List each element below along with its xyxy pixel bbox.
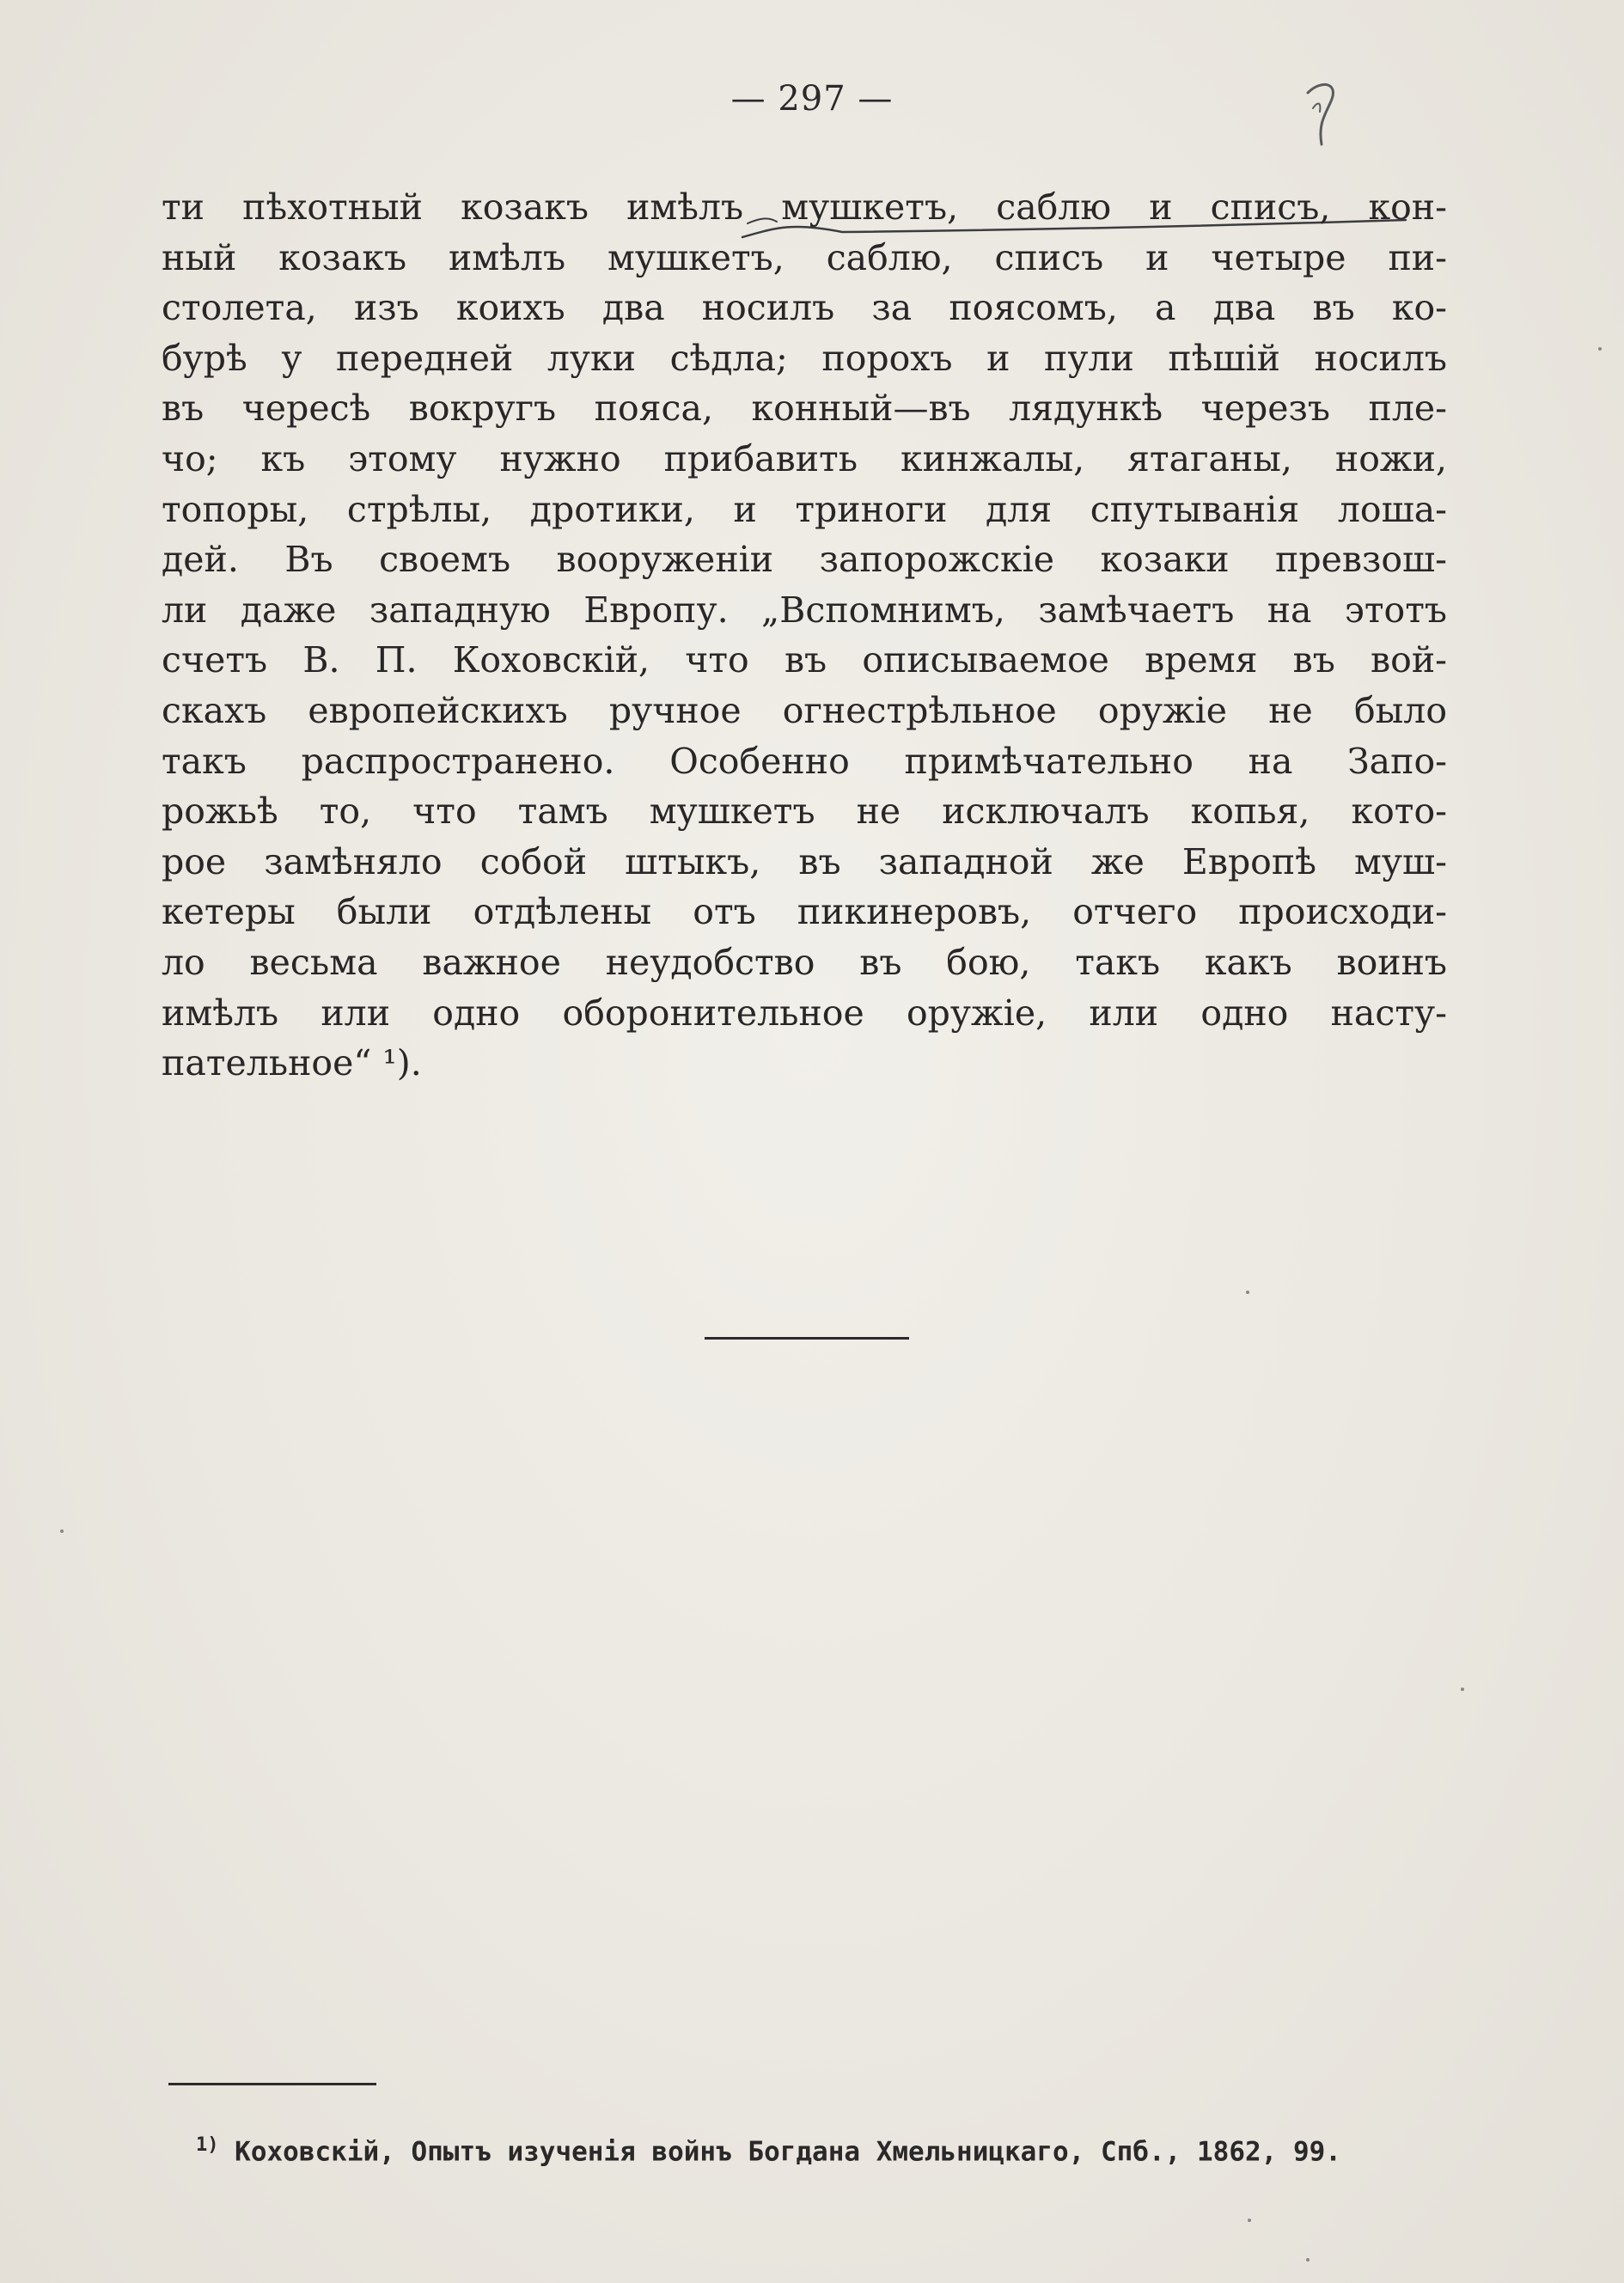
page-number: — 297 — (730, 79, 894, 119)
text-line: рое замѣняло собой штыкъ, въ западной же Европѣ муш- (162, 840, 1447, 882)
paper-speck (60, 1529, 64, 1533)
text-line: ный козакъ имѣлъ мушкетъ, саблю, списъ и четыре пи- (162, 236, 1447, 278)
text-line: кетеры были отдѣлены отъ пикинеровъ, отчего происходи- (162, 891, 1447, 933)
text-line: счетъ В. П. Коховскій, что въ описываемое время въ вой- (162, 639, 1447, 681)
footnote-divider (168, 2083, 376, 2085)
text-line: столета, изъ коихъ два носилъ за поясомъ, а два въ ко- (162, 287, 1447, 329)
text-line: такъ распространено. Особенно примѣчательно на Запо- (162, 740, 1447, 782)
footnote-marker: 1) (196, 2134, 219, 2156)
footnote-text: Коховскій, Опытъ изученія войнъ Богдана Хмельницкаго, Спб., 1862, 99. (235, 2136, 1341, 2168)
text-line: ли даже западную Европу. „Вспомнимъ, замѣчаетъ на этотъ (162, 589, 1447, 631)
text-line: рожьѣ то, что тамъ мушкетъ не исключалъ копья, кото- (162, 791, 1447, 833)
text-line: дей. Въ своемъ вооруженіи запорожскіе козаки превзош- (162, 539, 1447, 581)
text-line: имѣлъ или одно оборонительное оружіе, или одно насту- (162, 992, 1447, 1034)
text-line: бурѣ у передней луки сѣдла; порохъ и пули пѣшій носилъ (162, 337, 1447, 379)
paper-speck (1306, 2258, 1310, 2262)
paper-speck (1248, 2219, 1251, 2222)
section-divider (705, 1337, 909, 1340)
text-line: ло весьма важное неудобство въ бою, такъ какъ воинъ (162, 941, 1447, 983)
text-line: ти пѣхотный козакъ имѣлъ мушкетъ, саблю и списъ, кон- (162, 186, 1447, 228)
footnote (196, 2134, 1341, 2167)
text-line: чо; къ этому нужно прибавить кинжалы, ятаганы, ножи, (162, 437, 1447, 479)
pencil-mark-icon (1296, 74, 1347, 151)
text-line-last: пательное“ ¹). (162, 1042, 422, 1084)
paper-speck (1598, 347, 1602, 351)
body-text (162, 182, 1447, 1089)
paper-speck (1246, 1291, 1249, 1294)
text-line: топоры, стрѣлы, дротики, и триноги для спутыванія лоша- (162, 488, 1447, 530)
paper-speck (1461, 1688, 1464, 1691)
text-line: въ чересѣ вокругъ пояса, конный—въ лядункѣ черезъ пле- (162, 388, 1447, 430)
text-line: скахъ европейскихъ ручное огнестрѣльное оружіе не было (162, 689, 1447, 731)
